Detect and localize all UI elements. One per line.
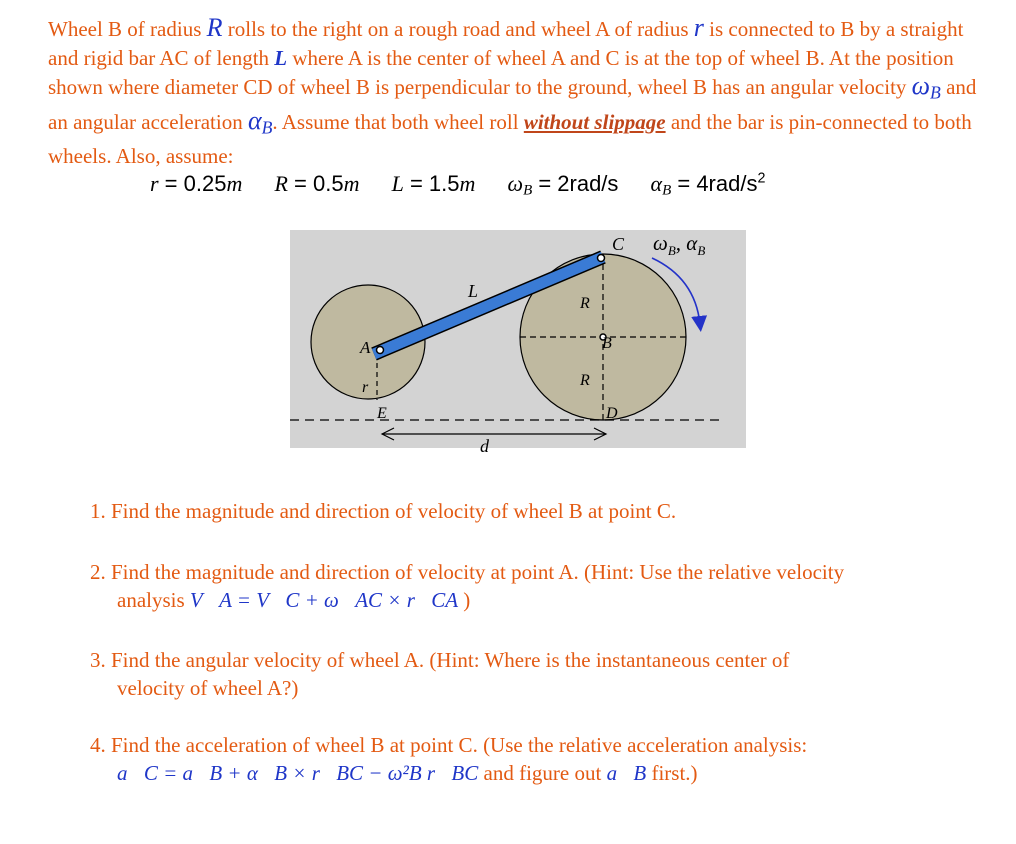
param-omega-symbol: ω [507, 170, 524, 196]
mechanism-diagram [290, 230, 746, 460]
param-R-symbol: R [274, 170, 288, 196]
alpha-glyph: α [247, 105, 262, 135]
question-2 [90, 558, 844, 614]
question-4-end-text: first.) [646, 761, 698, 785]
param-L-symbol: L [391, 170, 404, 196]
param-r-unit: m [226, 170, 243, 196]
omega-glyph: ω [911, 71, 931, 100]
param-alpha-sup: 2 [757, 170, 766, 186]
param-R-unit: m [343, 170, 360, 196]
symbol-alpha-B [247, 105, 273, 138]
label-B: B [602, 335, 612, 352]
label-R-bottom: R [580, 372, 590, 389]
question-4 [90, 731, 807, 787]
param-L-value: = 1.5 [403, 170, 460, 196]
question-4-mid-text: and figure out [478, 761, 607, 785]
label-D: D [606, 405, 618, 422]
intro-text-4: where A is the center of wheel A and C is at the top of wheel B. At the position shown where diameter CD of wheel B is perpendicular to the ground, wheel B has an angular velocity [48, 45, 954, 99]
label-R-top: R [580, 295, 590, 312]
param-alpha-value: = 4rad/s [671, 170, 758, 196]
param-L-unit: m [459, 170, 476, 196]
question-4-line-1: 4. Find the acceleration of wheel B at point C. (Use the relative acceleration analysis: [90, 733, 808, 757]
label-omega-alpha: $\omega_B$, $\alpha_B$ [653, 231, 706, 258]
given-parameters [150, 170, 791, 199]
question-3-line-2: velocity of wheel A?) [117, 676, 299, 700]
param-r-value: = 0.25 [158, 170, 227, 196]
intro-text-5: and an angular acceleration [48, 75, 977, 134]
question-3 [90, 646, 789, 702]
param-alpha-B [650, 170, 766, 199]
without-slippage-emphasis: without slippage [523, 109, 666, 134]
label-r: r [362, 379, 369, 396]
symbol-L: L [274, 45, 288, 70]
question-2-equation: V⃗A = V⃗C + ω⃗AC × r⃗CA [189, 588, 459, 612]
param-alpha-sub: B [662, 182, 672, 199]
question-1 [90, 497, 676, 525]
question-1-text: 1. Find the magnitude and direction of velocity of wheel B at point C. [90, 499, 677, 523]
problem-statement [48, 14, 988, 170]
intro-text-2: rolls to the right on a rough road and wheel A of radius [222, 17, 694, 41]
label-A: A [360, 338, 371, 357]
param-L [392, 171, 476, 196]
intro-text-3: is connected to B by a straight and rigid bar AC of length [48, 17, 964, 70]
omega-subscript: B [930, 82, 941, 103]
question-2-line-2 [90, 586, 844, 614]
param-omega-value: = 2rad/s [532, 170, 619, 196]
param-omega-B [507, 170, 619, 199]
intro-text-7: and the bar is pin-connected to both wheels. Also, assume: [48, 109, 972, 168]
param-omega-sub: B [523, 182, 533, 199]
intro-text-1: Wheel B of radius [48, 17, 207, 41]
question-2-analysis-label: analysis [117, 588, 190, 612]
question-3-line-1: 3. Find the angular velocity of wheel A. (Hint: Where is the instantaneous center of [90, 648, 790, 672]
question-2-close-paren: ) [458, 588, 471, 612]
symbol-omega-B [911, 71, 941, 103]
param-r-symbol: r [150, 170, 159, 196]
question-2-line-1: 2. Find the magnitude and direction of velocity at point A. (Hint: Use the relative velocity [90, 560, 845, 584]
alpha-subscript: B [261, 117, 273, 138]
question-4-line-2 [90, 759, 807, 787]
pin-A [377, 347, 384, 354]
param-r [150, 171, 242, 196]
param-R [274, 171, 359, 196]
label-d: d [480, 436, 489, 456]
symbol-r: r [693, 13, 704, 42]
symbol-R: R [206, 13, 223, 42]
question-4-equation: a⃗C = a⃗B + α⃗B × r⃗BC − ω²B r⃗BC [117, 761, 479, 785]
pin-C [598, 255, 605, 262]
label-L: L [468, 281, 479, 301]
intro-text-6: . Assume that both wheel roll [272, 109, 524, 134]
param-R-value: = 0.5 [287, 170, 344, 196]
param-alpha-symbol: α [650, 170, 663, 196]
label-E: E [377, 405, 387, 422]
label-C: C [612, 234, 625, 254]
question-4-aB-symbol: a⃗B [606, 761, 647, 785]
